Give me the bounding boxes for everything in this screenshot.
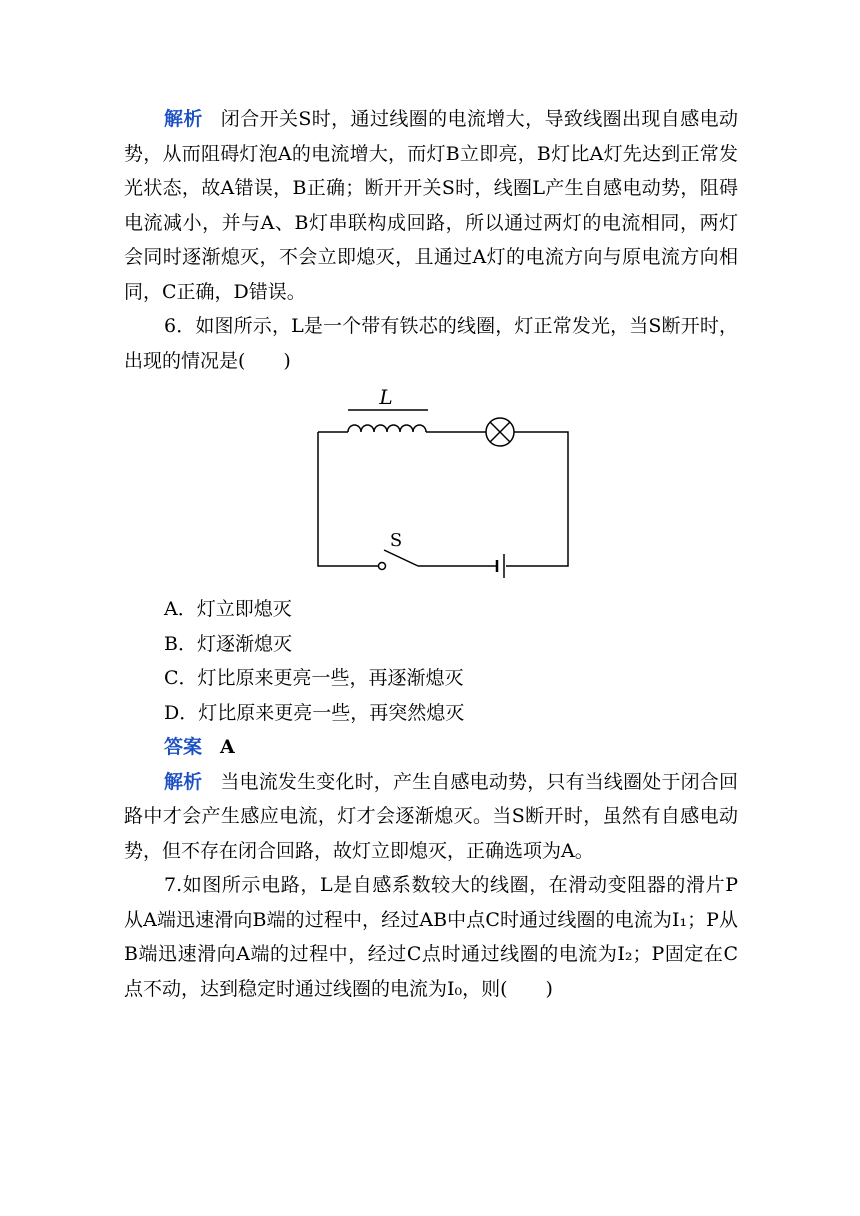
switch-label: S <box>389 530 403 551</box>
analysis-label: 解析 <box>164 108 203 130</box>
analysis-paragraph-q5 <box>124 102 738 309</box>
analysis-paragraph-q6 <box>124 765 738 869</box>
analysis-label: 解析 <box>164 770 203 793</box>
answer-line <box>124 730 738 765</box>
question-7-stem: 7.如图所示电路，L是自感系数较大的线圈，在滑动变阻器的滑片P从A端迅速滑向B端的过程中，经过AB中点C时通过线圈的电流为I₁；P从B端迅速滑向A端的过程中，经过C点时通过线圈的电流为I₂；P固定在C点不动，达到稳定时通过线圈的电流为I₀，则( ) <box>124 874 738 1000</box>
document-page <box>124 102 738 1006</box>
question-6-stem: 6．如图所示，L是一个带有铁芯的线圈，灯正常发光，当S断开时，出现的情况是( ) <box>124 315 738 372</box>
coil-label: L <box>379 385 393 409</box>
analysis-text: 闭合开关S时，通过线圈的电流增大，导致线圈出现自感电动势，从而阻碍灯泡A的电流增大，而灯B立即亮，B灯比A灯先达到正常发光状态，故A错误，B正确；断开开关S时，线圈L产生自感电动势，阻碍电流减小，并与A、B灯串联构成回路，所以通过两灯的电流相同，两灯会同时逐渐熄灭，不会立即熄灭，且通过A灯的电流方向与原电流方向相同，C正确，D错误。 <box>124 108 738 303</box>
option-b: B．灯逐渐熄灭 <box>164 632 292 655</box>
answer-value: A <box>220 736 235 758</box>
lamp-icon <box>486 418 514 446</box>
switch-icon <box>379 550 419 570</box>
answer-label: 答案 <box>164 736 203 758</box>
circuit-diagram <box>308 384 570 584</box>
option-c: C．灯比原来更亮一些，再逐渐熄灭 <box>164 667 464 689</box>
battery-icon <box>497 554 504 578</box>
inductor-coil <box>348 425 426 432</box>
option-d: D．灯比原来更亮一些，再突然熄灭 <box>164 701 465 724</box>
option-a: A．灯立即熄灭 <box>164 598 292 620</box>
analysis-text: 当电流发生变化时，产生自感电动势，只有当线圈处于闭合回路中才会产生感应电流，灯才会逐渐熄灭。当S断开时，虽然有自感电动势，但不存在闭合回路，故灯立即熄灭，正确选项为A。 <box>124 770 738 862</box>
